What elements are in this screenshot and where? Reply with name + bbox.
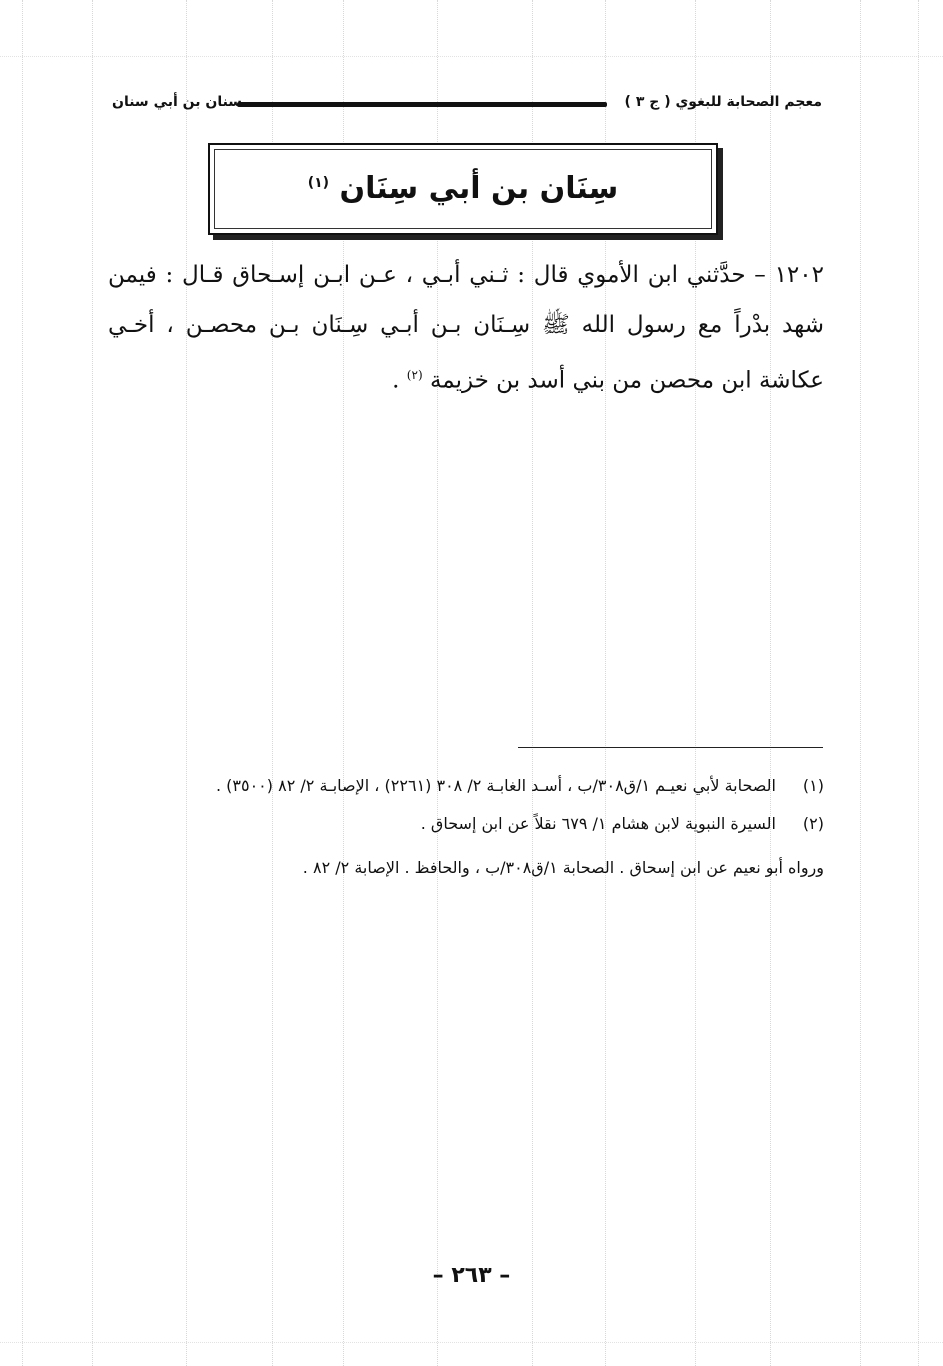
entry-title-footnote-marker: (١) [307, 175, 330, 191]
footnote-number: (١) [802, 776, 824, 795]
header-rule [237, 102, 607, 107]
scan-guide-line [918, 0, 919, 1366]
header-book-title: معجم الصحابة للبغوي ( ج ٣ ) [624, 94, 822, 110]
scan-guide-line [770, 0, 771, 1366]
header-section-title: سنان بن أبي سنان [112, 94, 243, 110]
scan-guide-line [0, 56, 943, 57]
footnote-1 [110, 770, 824, 802]
scan-guide-line [860, 0, 861, 1366]
body-footnote-marker: (٢) [406, 368, 423, 382]
page-number: – ٢٦٣ – [432, 1263, 511, 1288]
footnote-number: (٢) [802, 814, 824, 833]
body-end-punctuation: . [392, 367, 407, 394]
scan-guide-line [186, 0, 187, 1366]
scan-guide-line [22, 0, 23, 1366]
scan-guide-line [92, 0, 93, 1366]
footnote-text: السيرة النبوية لابن هشام ١/ ٦٧٩ نقلاً عن ابن إسحاق . [420, 814, 776, 833]
hadith-text: ١٢٠٢ – حدَّثني ابن الأموي قال : ثـني أبـي ، عـن ابـن إسـحاق قـال : فيمن شهد بدْراً مع رسول الله ﷺ سِـنَان بـن أبـي سِـنَان بـن محصـن ، أخـي عكاشة ابن محصن من بني أسد بن خزيمة [108, 262, 824, 394]
running-header [112, 92, 822, 118]
entry-title-frame [208, 143, 718, 235]
hadith-paragraph [108, 250, 824, 406]
main-text [108, 250, 824, 406]
entry-title [210, 171, 716, 206]
footnote-separator [518, 747, 823, 748]
scan-guide-line [0, 1342, 943, 1343]
footnotes [110, 770, 824, 884]
entry-title-text: سِنَان بن أبي سِنَان [339, 171, 619, 206]
footnote-2 [110, 808, 824, 840]
footnote-continuation: ورواه أبو نعيم عن ابن إسحاق . الصحابة ١/ق٣٠٨/ب ، والحافظ . الإصابة ٢/ ٨٢ . [302, 858, 824, 877]
footnote-text: الصحابة لأبي نعيـم ١/ق٣٠٨/ب ، أسـد الغابـة ٢/ ٣٠٨ (٢٢٦١) ، الإصابـة ٢/ ٨٢ (٣٥٠٠) . [215, 776, 776, 795]
